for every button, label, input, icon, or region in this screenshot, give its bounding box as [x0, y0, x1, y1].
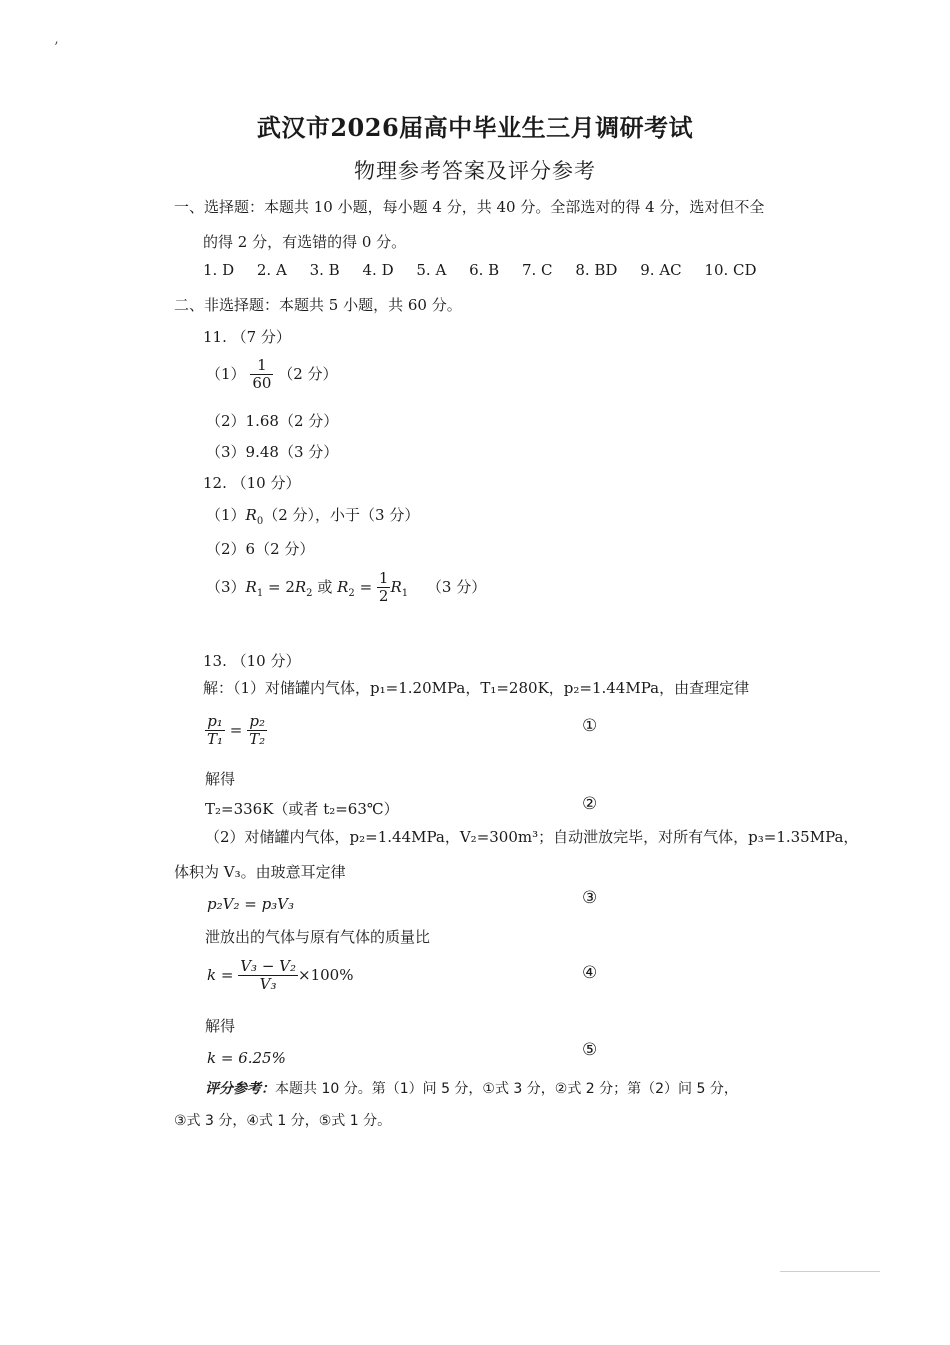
eq1 — [205, 713, 267, 749]
subscript: 2 — [306, 587, 313, 599]
q12-heading: 12. （10 分） — [203, 474, 301, 492]
t2-result: T₂=336K（或者 t₂=63℃） — [205, 800, 399, 818]
stray-mark: ’ — [54, 40, 59, 56]
section2-heading: 二、非选择题：本题共 5 小题，共 60 分。 — [174, 296, 462, 314]
eq-number-4: ④ — [582, 963, 598, 983]
fraction — [247, 713, 267, 749]
solve-label-2: 解得 — [205, 1017, 236, 1035]
answer-item: 2. A — [256, 261, 287, 279]
subscript: 2 — [348, 587, 355, 599]
fraction-denominator: T₁ — [207, 730, 224, 749]
q12-part3-score: （3 分） — [426, 577, 487, 596]
fraction-denominator: V₃ — [259, 975, 277, 994]
fraction-numerator: p₁ — [205, 713, 225, 731]
part2-line2: 体积为 V₃。由玻意耳定律 — [174, 863, 346, 881]
var-r: R — [390, 577, 402, 596]
q12-part1-rest: （2 分），小于（3 分） — [263, 506, 420, 524]
fraction-numerator: 1 — [378, 569, 389, 587]
q12-part2: （2）6（2 分） — [206, 540, 315, 558]
subscript: 1 — [401, 587, 409, 599]
q11-part1-score: （2 分） — [278, 364, 338, 383]
fraction-denominator: 60 — [252, 374, 272, 393]
solve-label-1: 解得 — [205, 770, 236, 788]
q11-part2: （2）1.68（2 分） — [206, 412, 339, 430]
answer-item: 4. D — [362, 261, 394, 279]
fraction — [250, 357, 273, 393]
scan-line — [780, 1271, 880, 1272]
grading-text-1: 本题共 10 分。第（1）问 5 分，①式 3 分，②式 2 分；第（2）问 5 分， — [275, 1081, 738, 1097]
eq-number-2: ② — [582, 794, 598, 814]
section1-heading-cont: 的得 2 分，有选错的得 0 分。 — [203, 233, 407, 251]
answer-item: 5. A — [416, 261, 447, 279]
or-text: 或 — [317, 577, 333, 596]
fraction-numerator: p₂ — [247, 713, 267, 731]
answer-item: 1. D — [203, 261, 235, 279]
page-title: 武汉市2026届高中毕业生三月调研考试 — [256, 113, 694, 142]
q12-part3 — [206, 570, 486, 606]
grading-line1 — [205, 1078, 738, 1098]
var-r: R — [337, 577, 349, 596]
q11-part3: （3）9.48（3 分） — [206, 443, 339, 461]
fraction — [377, 570, 391, 606]
var-k: k = — [207, 965, 239, 984]
fraction-numerator: 1 — [250, 357, 273, 375]
var-r: R — [294, 577, 307, 596]
eq-number-3: ③ — [582, 888, 598, 908]
q13-intro: 解：（1）对储罐内气体，p₁=1.20MPa，T₁=280K，p₂=1.44MPa，由查理定律 — [203, 679, 750, 697]
fraction-denominator: 2 — [378, 587, 389, 606]
var-r: R — [245, 577, 257, 596]
answer-item: 10. CD — [704, 261, 757, 279]
answer-list — [203, 261, 775, 279]
q12-part1 — [206, 504, 419, 527]
eq3: p₂V₂ = p₃V₃ — [207, 895, 295, 913]
section1-heading: 一、选择题：本题共 10 小题，每小题 4 分，共 40 分。全部选对的得 4 分，选对但不全 — [174, 198, 765, 216]
fraction-numerator: V₃ − V₂ — [240, 957, 296, 975]
subscript: 0 — [256, 516, 264, 527]
page-subtitle: 物理参考答案及评分参考 — [354, 159, 596, 183]
eq5: k = 6.25% — [207, 1049, 286, 1067]
q12-part1-label: （1） — [206, 506, 246, 524]
equals-text: = — [354, 577, 377, 596]
q13-heading: 13. （10 分） — [203, 652, 301, 670]
answer-item: 6. B — [469, 261, 500, 279]
eq-number-1: ① — [582, 716, 598, 736]
ratio-text: 泄放出的气体与原有气体的质量比 — [205, 928, 431, 946]
answer-item: 9. AC — [640, 261, 682, 279]
answer-item: 7. C — [521, 261, 553, 279]
eq4 — [207, 958, 353, 994]
fraction — [205, 713, 225, 749]
fraction-denominator: T₂ — [249, 730, 266, 749]
percent-tail: ×100% — [298, 965, 354, 984]
q11-heading: 11. （7 分） — [203, 328, 291, 346]
fraction — [238, 958, 298, 994]
eq-number-5: ⑤ — [582, 1040, 598, 1060]
answer-item: 3. B — [309, 261, 340, 279]
var-r: R — [245, 506, 257, 524]
part2-line1: （2）对储罐内气体，p₂=1.44MPa，V₂=300m³；自动泄放完毕，对所有气体，p₃=1.35MPa， — [205, 828, 859, 846]
subscript: 1 — [256, 587, 264, 599]
q11-part1-label: （1） — [206, 364, 246, 383]
grading-line2: ③式 3 分，④式 1 分，⑤式 1 分。 — [174, 1113, 392, 1129]
q11-part1 — [206, 357, 338, 393]
q12-part3-label: （3） — [206, 577, 246, 596]
equals-text: = 2 — [263, 577, 295, 596]
answer-item: 8. BD — [575, 261, 618, 279]
equals-text: = — [225, 720, 248, 739]
grading-label: 评分参考： — [205, 1081, 275, 1097]
